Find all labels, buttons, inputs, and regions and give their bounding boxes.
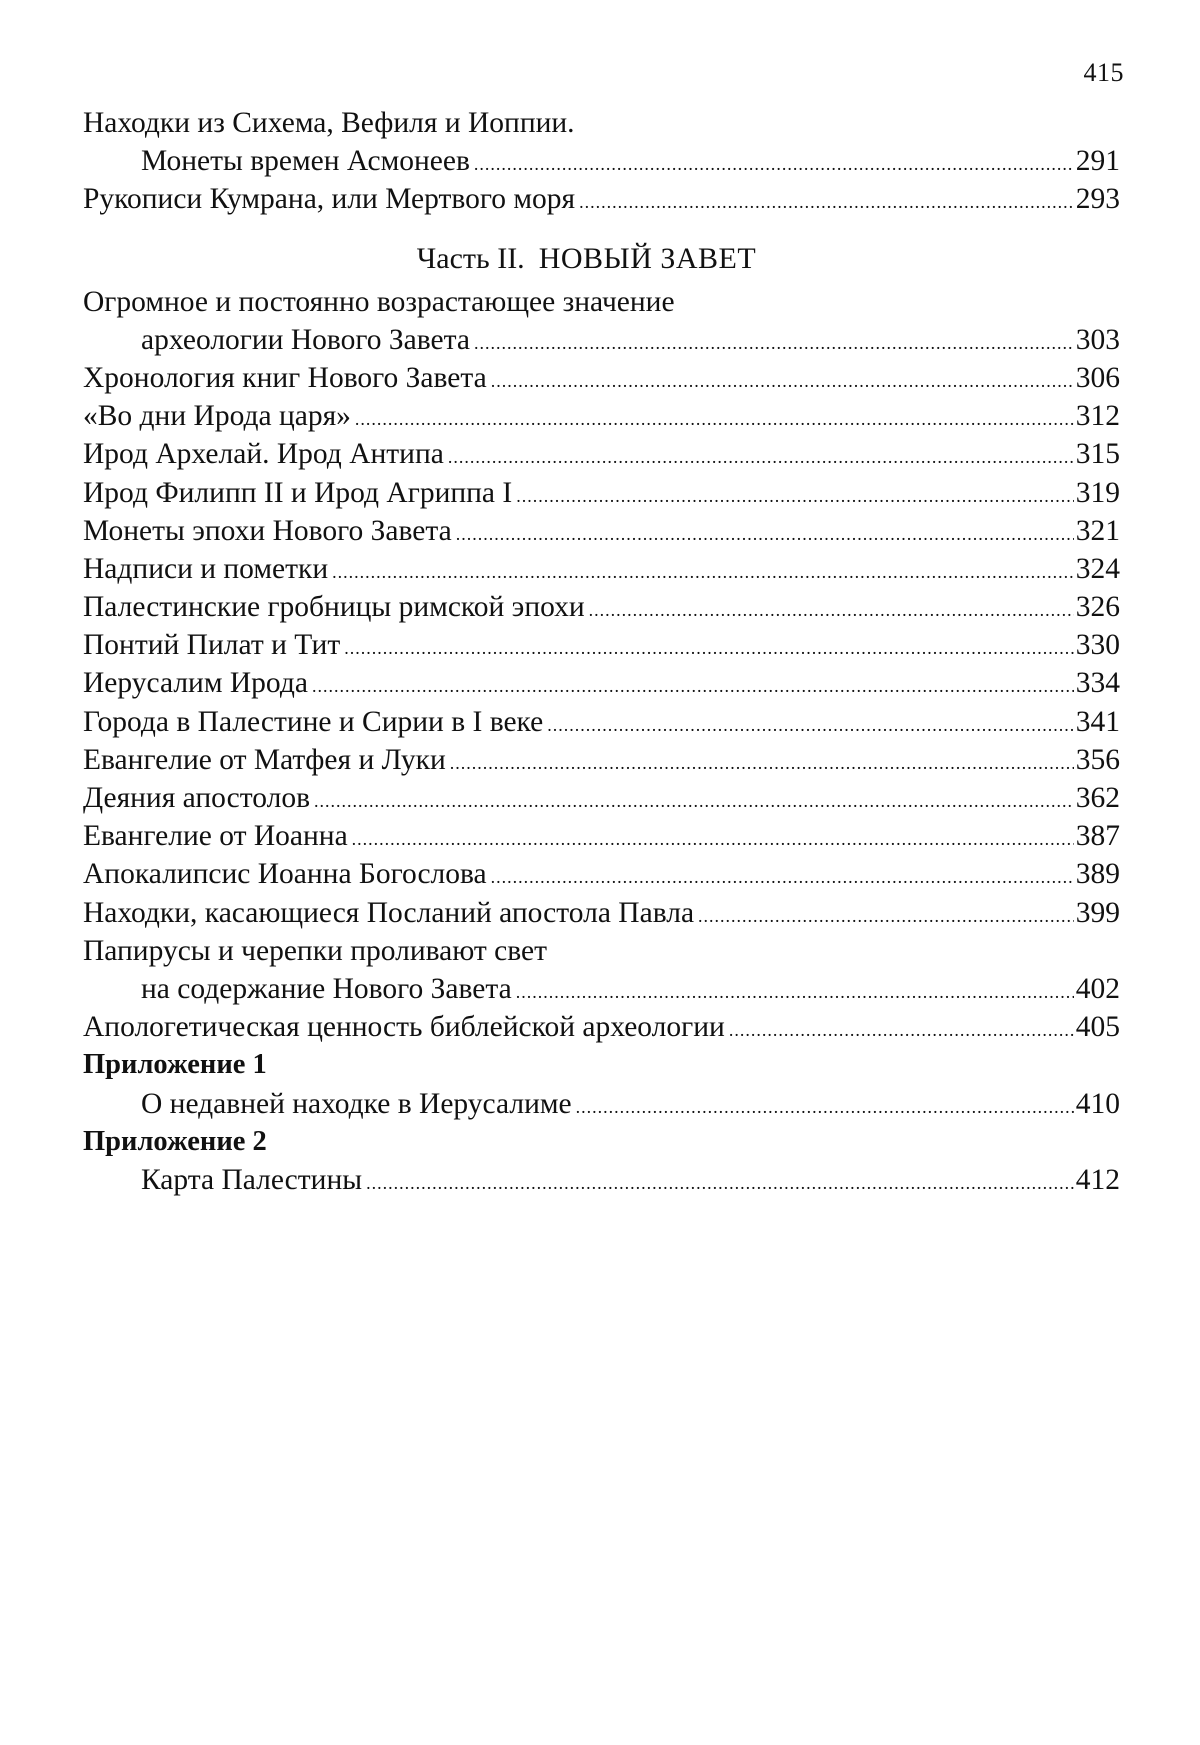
toc-entry xyxy=(83,741,1120,779)
toc-entry xyxy=(83,703,1120,741)
dot-leader xyxy=(589,591,1074,629)
dot-leader xyxy=(474,145,1074,183)
toc-entry-title: Иерусалим Ирода xyxy=(83,667,308,700)
dot-leader xyxy=(344,629,1074,667)
toc-entry-title: археологии Нового Завета xyxy=(141,323,470,356)
toc-entry-page: 412 xyxy=(1075,1163,1120,1196)
toc-entry-title: Ирод Филипп II и Ирод Агриппа I xyxy=(83,476,513,509)
toc-entry-page: 321 xyxy=(1075,514,1120,547)
toc-entry-page: 389 xyxy=(1075,858,1120,891)
dot-leader xyxy=(456,515,1074,553)
appendix-label: Приложение 1 xyxy=(83,1049,267,1081)
toc-entry xyxy=(83,626,1120,664)
toc-entry xyxy=(83,855,1120,893)
dot-leader xyxy=(516,973,1074,1011)
dot-leader xyxy=(355,400,1074,438)
toc-entry-page: 341 xyxy=(1075,705,1120,738)
toc-entry-title: Евангелие от Иоанна xyxy=(83,820,348,853)
toc-entry-title: Карта Палестины xyxy=(141,1163,363,1196)
dot-leader xyxy=(576,1088,1074,1126)
toc-entry-title: Хронология книг Нового Завета xyxy=(83,361,487,394)
toc-entry-title: Палестинские гробницы римской эпохи xyxy=(83,591,585,624)
dot-leader xyxy=(352,820,1074,858)
toc-entry-title: Апологетическая ценность библейской археологии xyxy=(83,1011,725,1044)
toc-entry-page: 291 xyxy=(1075,145,1120,178)
toc-entry-title: Деяния апостолов xyxy=(83,782,310,814)
toc-entry-title: Находки, касающиеся Посланий апостола Павла xyxy=(83,896,695,929)
toc-entry xyxy=(83,474,1120,512)
toc-entry-title: «Во дни Ирода царя» xyxy=(83,400,351,433)
toc-entry xyxy=(83,1008,1120,1046)
dot-leader xyxy=(491,362,1074,400)
toc-entry xyxy=(83,512,1120,550)
dot-leader xyxy=(450,744,1074,782)
toc-entry-page: 402 xyxy=(1075,972,1120,1005)
toc-entry-page: 410 xyxy=(1075,1087,1120,1120)
toc-entry-page: 330 xyxy=(1075,629,1120,662)
toc-entry-line: Огромное и постоянно возрастающее значение xyxy=(83,285,675,318)
dot-leader xyxy=(516,477,1074,515)
toc-entry-title: О недавней находке в Иерусалиме xyxy=(141,1087,572,1120)
toc-entry-title: Понтий Пилат и Тит xyxy=(83,629,341,662)
dot-leader xyxy=(314,782,1074,820)
toc-entry-page: 293 xyxy=(1075,183,1120,216)
toc-entry xyxy=(83,1161,1120,1199)
toc-entry xyxy=(83,664,1120,702)
part-label: Часть II. xyxy=(416,241,525,275)
toc-entry-page: 362 xyxy=(1075,782,1120,814)
dot-leader xyxy=(579,183,1074,221)
toc-entry-page: 324 xyxy=(1075,552,1120,585)
dot-leader xyxy=(729,1011,1074,1049)
dot-leader xyxy=(312,667,1074,705)
toc-entry-title: Монеты эпохи Нового Завета xyxy=(83,514,452,547)
toc-entry xyxy=(83,894,1120,932)
toc-entry xyxy=(83,359,1120,397)
toc-entry xyxy=(83,435,1120,473)
toc-entry-title: на содержание Нового Завета xyxy=(141,972,512,1005)
toc-entry xyxy=(83,321,1120,359)
toc-entry-page: 326 xyxy=(1075,591,1120,624)
toc-entry-page: 405 xyxy=(1075,1011,1120,1044)
toc-entry-title: Города в Палестине и Сирии в I веке xyxy=(83,705,544,738)
toc-entry-title: Рукописи Кумрана, или Мертвого моря xyxy=(83,183,576,216)
toc-entry xyxy=(83,397,1120,435)
toc-entry-title: Апокалипсис Иоанна Богослова xyxy=(83,858,487,891)
toc-entry-line: Находки из Сихема, Вефиля и Иоппии. xyxy=(83,107,575,139)
toc-entry-page: 387 xyxy=(1075,820,1120,853)
toc-entry xyxy=(83,1085,1120,1123)
dot-leader xyxy=(491,858,1074,896)
toc-entry xyxy=(83,180,1120,218)
toc-entry xyxy=(83,588,1120,626)
dot-leader xyxy=(332,553,1074,591)
toc-entry xyxy=(83,817,1120,855)
toc-entry-page: 399 xyxy=(1075,896,1120,929)
toc-entry xyxy=(83,779,1120,817)
dot-leader xyxy=(698,897,1074,935)
toc-entry xyxy=(83,142,1120,180)
dot-leader xyxy=(474,324,1074,362)
appendix-label: Приложение 2 xyxy=(83,1125,267,1157)
toc-entry xyxy=(83,550,1120,588)
dot-leader xyxy=(448,438,1074,476)
part-heading xyxy=(83,239,1120,279)
dot-leader xyxy=(547,706,1074,744)
toc-entry-page: 315 xyxy=(1075,438,1120,471)
toc-entry-title: Ирод Архелай. Ирод Антипа xyxy=(83,438,444,471)
toc-entry-title: Монеты времен Асмонеев xyxy=(141,145,470,178)
toc-entry-page: 312 xyxy=(1075,400,1120,433)
dot-leader xyxy=(366,1164,1074,1202)
toc-entry-title: Евангелие от Матфея и Луки xyxy=(83,743,446,776)
toc-entry xyxy=(83,970,1120,1008)
toc-entry-title: Надписи и пометки xyxy=(83,552,329,585)
toc-entry-page: 319 xyxy=(1075,476,1120,509)
toc-entry-page: 334 xyxy=(1075,667,1120,700)
toc-entry-page: 303 xyxy=(1075,323,1120,356)
page-number: 415 xyxy=(1083,58,1124,87)
toc-entry-page: 306 xyxy=(1075,361,1120,394)
toc-entry-page: 356 xyxy=(1075,743,1120,776)
toc-entry-line: Папирусы и черепки проливают свет xyxy=(83,934,547,967)
part-title: НОВЫЙ ЗАВЕТ xyxy=(538,241,757,275)
table-of-contents xyxy=(83,104,1120,1199)
